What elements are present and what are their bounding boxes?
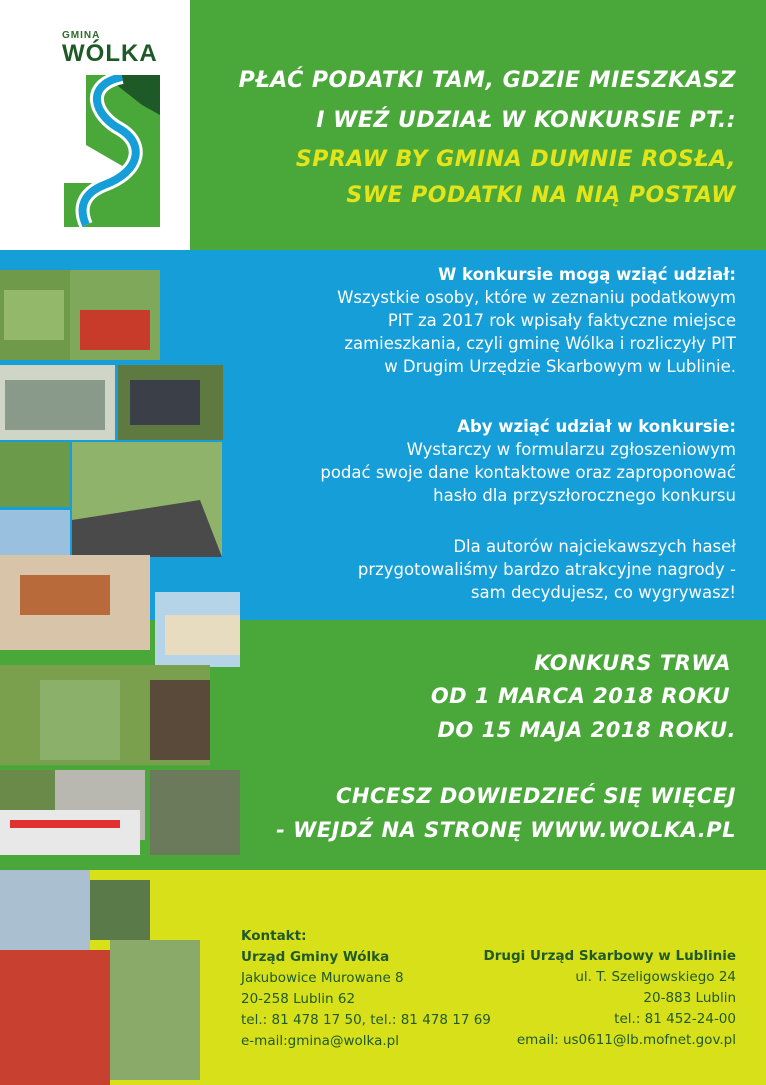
eligibility-line-3: zamieszkania, czyli gminę Wólka i rozliczyły PIT bbox=[344, 334, 736, 353]
contest-dates-line-3: DO 15 MAJA 2018 ROKU. bbox=[437, 718, 736, 742]
tax-office-address-2: 20-883 Lublin bbox=[643, 990, 736, 1006]
header-line-2: I WEŹ UDZIAŁ W KONKURSIE PT.: bbox=[316, 108, 736, 133]
contest-dates-line-2: OD 1 MARCA 2018 ROKU bbox=[430, 684, 730, 708]
eligibility-line-1: Wszystkie osoby, które w zeznaniu podatkowym bbox=[337, 288, 736, 307]
more-info-line-1: CHCESZ DOWIEDZIEĆ SIĘ WIĘCEJ bbox=[335, 784, 736, 808]
participation-line-2: podać swoje dane kontaktowe oraz zaproponować bbox=[320, 463, 736, 482]
contact-office-name: Urząd Gminy Wólka bbox=[241, 949, 390, 965]
photo-collage bbox=[0, 270, 240, 1085]
logo-gmina-text: GMINA bbox=[62, 30, 101, 41]
contact-phone: tel.: 81 478 17 50, tel.: 81 478 17 69 bbox=[241, 1012, 491, 1028]
tax-office-email: email: us0611@lb.mofnet.gov.pl bbox=[516, 1032, 736, 1048]
contact-label: Kontakt: bbox=[241, 928, 307, 944]
eligibility-line-4: w Drugim Urzędzie Skarbowym w Lublinie. bbox=[384, 357, 736, 376]
contact-right bbox=[484, 946, 737, 1051]
eligibility-title: W konkursie mogą wziąć udział: bbox=[438, 265, 736, 284]
contest-dates-line-1: KONKURS TRWA bbox=[534, 651, 731, 675]
logo-wolka-text: WÓLKA bbox=[62, 40, 158, 67]
tax-office-name: Drugi Urząd Skarbowy w Lublinie bbox=[483, 948, 736, 964]
prizes-line-3: sam decydujesz, co wygrywasz! bbox=[470, 583, 736, 602]
contact-address-2: 20-258 Lublin 62 bbox=[241, 991, 356, 1007]
participation-line-1: Wystarczy w formularzu zgłoszeniowym bbox=[406, 440, 736, 459]
eligibility-line-2: PIT za 2017 rok wpisały faktyczne miejsce bbox=[387, 311, 736, 330]
prizes-line-1: Dla autorów najciekawszych haseł bbox=[453, 537, 736, 556]
participation-title: Aby wziąć udział w konkursie: bbox=[457, 417, 736, 436]
contact-left bbox=[241, 926, 491, 1052]
river-s-emblem-icon bbox=[64, 75, 160, 227]
participation-line-3: hasło dla przyszłorocznego konkursu bbox=[433, 486, 736, 505]
contact-email: e-mail:gmina@wolka.pl bbox=[241, 1033, 399, 1049]
tax-office-address-1: ul. T. Szeligowskiego 24 bbox=[575, 969, 736, 985]
contact-address-1: Jakubowice Murowane 8 bbox=[241, 970, 404, 986]
header-line-1: PŁAĆ PODATKI TAM, GDZIE MIESZKASZ bbox=[238, 68, 736, 93]
prizes-line-2: przygotowaliśmy bardzo atrakcyjne nagrody - bbox=[357, 560, 736, 579]
slogan-line-1: SPRAW BY GMINA DUMNIE ROSŁA, bbox=[295, 147, 736, 172]
tax-office-phone: tel.: 81 452-24-00 bbox=[614, 1011, 736, 1027]
more-info-line-2: - WEJDŹ NA STRONĘ WWW.WOLKA.PL bbox=[276, 818, 736, 842]
slogan-line-2: SWE PODATKI NA NIĄ POSTAW bbox=[346, 183, 736, 208]
